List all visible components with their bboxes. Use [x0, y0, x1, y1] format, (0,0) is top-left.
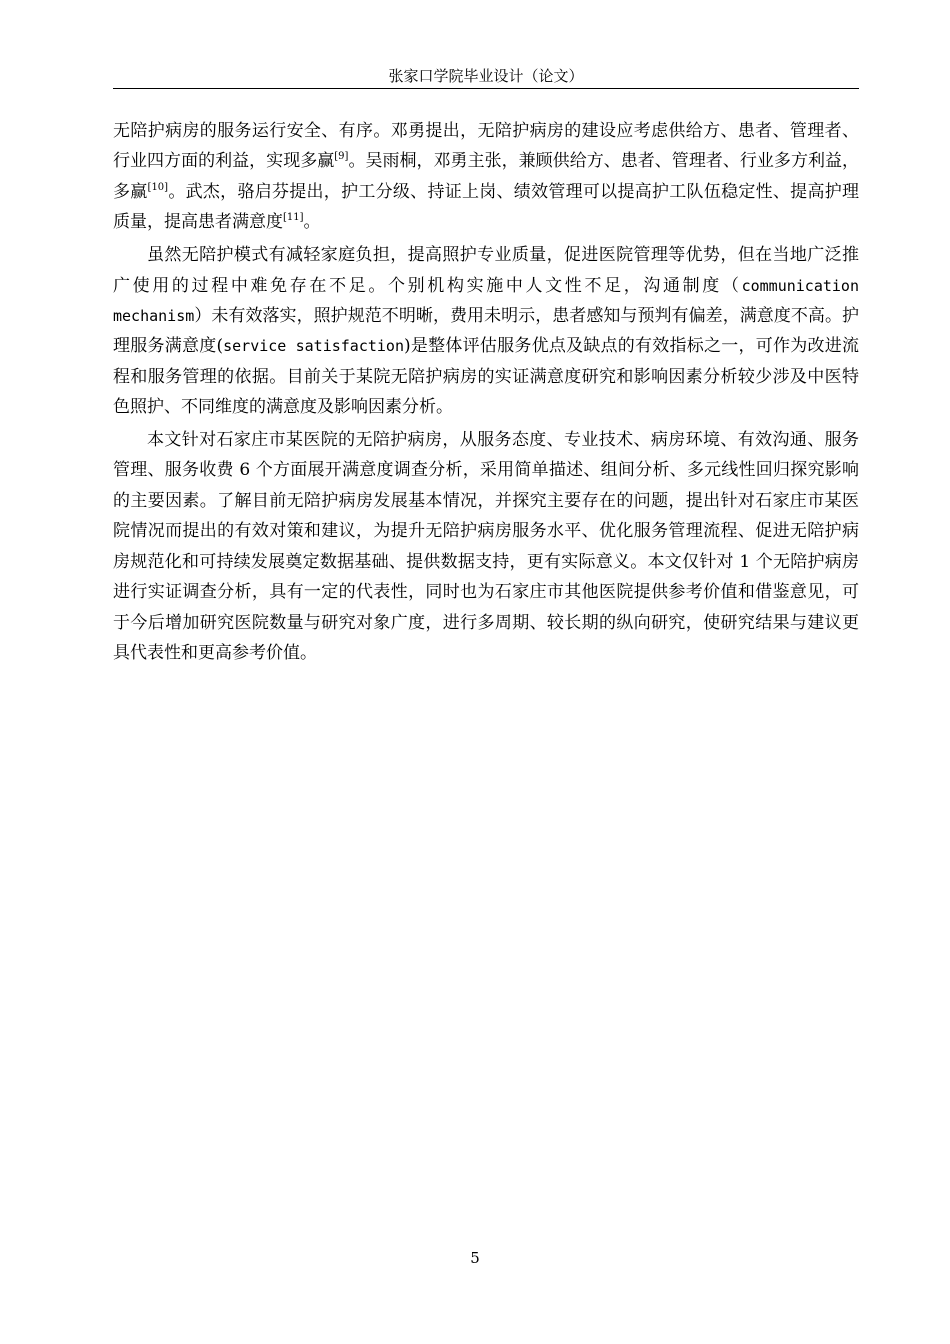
paragraph-1 — [113, 116, 859, 238]
paragraph-2 — [113, 240, 859, 422]
citation-9: [9] — [334, 151, 349, 163]
term-communication-mechanism: communication mechanism — [113, 276, 859, 325]
paragraph-1-text-b: 。吴雨桐，邓勇主张，兼顾供给方、患者、管理者、行业多方利益，多赢 — [113, 151, 859, 202]
header-rule — [113, 88, 859, 89]
paragraph-2-text-b: ）未有效落实，照护规范不明晰，费用未明示，患者感知与预判有偏差，满意度不高。护理服务满意度( — [113, 305, 859, 357]
paragraph-1-text-d: 。武杰，骆启芬提出，护工分级、持证上岗、绩效管理可以提高护工队伍稳定性、提高护理质量，提高患者满意度 — [113, 181, 859, 233]
paragraph-1-text-a: 无陪护病房的服务运行安全、有序。邓勇提出，无陪护病房的建设应考虑供给方、患者、管理者、行业四方面的利益，实现多赢 — [113, 121, 859, 172]
paragraph-2-text-a: 虽然无陪护模式有减轻家庭负担，提高照护专业质量，促进医院管理等优势，但在当地广泛推广使用的过程中难免存在不足。个别机构实施中人文性不足，沟通制度（ — [113, 245, 859, 296]
term-service-satisfaction: service satisfaction — [223, 337, 404, 356]
citation-10: [10] — [147, 181, 169, 193]
running-header: 张家口学院毕业设计（论文） — [388, 67, 584, 85]
citation-11: [11] — [283, 212, 304, 224]
paragraph-1-text-e: 。 — [303, 212, 321, 233]
page-number: 5 — [470, 1249, 480, 1267]
paragraph-2-text-c: )是整体评估服务优点及缺点的有效指标之一，可作为改进流程和服务管理的依据。目前关于某院无陪护病房的实证满意度研究和影响因素分析较少涉及中医特色照护、不同维度的满意度及影响因素分析。 — [113, 336, 859, 418]
paragraph-3: 本文针对石家庄市某医院的无陪护病房，从服务态度、专业技术、病房环境、有效沟通、服务管理、服务收费 6 个方面展开满意度调查分析，采用简单描述、组间分析、多元线性回归探究影响的主要因素。了解目前无陪护病房发展基本情况，并探究主要存在的问题，提出针对石家庄市某医院情况而提出的有效对策和建议，为提升无陪护病房服务水平、优化服务管理流程、促进无陪护病房规范化和可持续发展奠定数据基础、提供数据支持，更有实际意义。本文仅针对 1 个无陪护病房进行实证调查分析，具有一定的代表性，同时也为石家庄市其他医院提供参考价值和借鉴意见，可于今后增加研究医院数量与研究对象广度，进行多周期、较长期的纵向研究，使研究结果与建议更具代表性和更高参考价值。 — [113, 430, 859, 663]
body-text — [113, 116, 859, 671]
